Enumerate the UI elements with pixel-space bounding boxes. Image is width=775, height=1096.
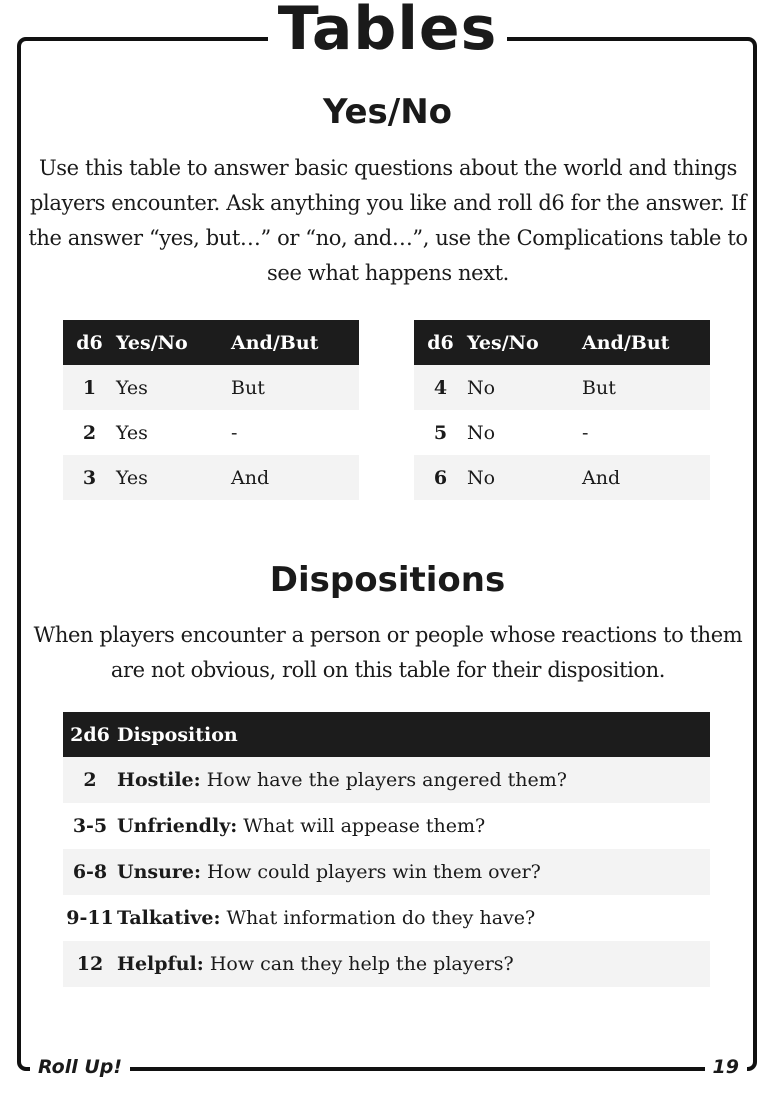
- table-cell: And: [582, 455, 710, 500]
- yes-no-intro: Use this table to answer basic questions about the world and things players encounter. Ask anything you like and roll d6 for the answer. If the answer “yes, but…” or “no, and…”, use the Complications table to see what happens next.: [28, 156, 748, 285]
- table-row: [63, 849, 710, 895]
- table-cell: No: [467, 421, 496, 444]
- table-cell: Yes: [116, 421, 148, 444]
- footer-book-title: Roll Up!: [30, 1052, 130, 1082]
- disposition-text: How can they help the players?: [209, 953, 514, 975]
- table-row: [63, 941, 710, 987]
- table-cell: 6-8: [63, 849, 117, 895]
- table-cell: 5: [433, 421, 448, 444]
- yes-no-heading: Yes/No: [322, 92, 453, 132]
- disposition-text: What will appease them?: [243, 815, 486, 837]
- table-cell: Yes: [116, 365, 231, 410]
- column-header: d6: [63, 320, 116, 365]
- table-cell: 6: [414, 455, 467, 500]
- disposition-name: Hostile:: [117, 769, 201, 791]
- table-cell: But: [231, 365, 359, 410]
- table-cell: No: [467, 455, 582, 500]
- table-cell: 3-5: [72, 815, 108, 837]
- disposition-name: Talkative:: [117, 907, 221, 929]
- table-cell: [117, 941, 710, 987]
- table-row: [63, 757, 710, 803]
- table-cell: Yes: [116, 455, 231, 500]
- column-header: And/But: [582, 320, 710, 365]
- table-cell: 9-11: [66, 907, 114, 929]
- column-header: Yes/No: [467, 320, 582, 365]
- table-row: [63, 895, 710, 941]
- page-title: Tables: [268, 0, 508, 64]
- table-cell: [117, 849, 710, 895]
- table-cell: 4: [414, 365, 467, 410]
- column-header: 2d6: [63, 712, 117, 757]
- disposition-name: Helpful:: [117, 953, 204, 975]
- table-cell: [117, 895, 710, 941]
- table-header-row: [63, 712, 710, 757]
- table-cell: No: [467, 365, 582, 410]
- table-cell: [117, 803, 710, 849]
- yes-no-table-left: [63, 320, 359, 500]
- page-title-wrap: [0, 0, 775, 64]
- disposition-name: Unsure:: [117, 861, 202, 883]
- table-row: [63, 803, 710, 849]
- yes-no-table-right: [414, 320, 710, 500]
- table-row: [63, 455, 359, 500]
- table-cell: 3: [63, 455, 116, 500]
- disposition-text: What information do they have?: [226, 907, 536, 929]
- table-cell: 1: [63, 365, 116, 410]
- table-row: [414, 410, 710, 455]
- dispositions-table: [63, 712, 710, 987]
- table-row: [63, 410, 359, 455]
- dispositions-intro: When players encounter a person or people whose reactions to them are not obvious, roll on this table for their disposition.: [33, 623, 743, 682]
- table-row: [414, 365, 710, 410]
- disposition-text: How have the players angered them?: [206, 769, 567, 791]
- table-row: [63, 365, 359, 410]
- table-row: [414, 455, 710, 500]
- table-cell: And: [231, 455, 359, 500]
- table-cell: -: [231, 421, 238, 444]
- column-header: Yes/No: [116, 320, 231, 365]
- page-number: 19: [705, 1052, 747, 1082]
- table-header-row: [63, 320, 359, 365]
- column-header: And/But: [231, 320, 359, 365]
- table-cell: 2: [82, 421, 97, 444]
- column-header: d6: [414, 320, 467, 365]
- table-cell: 2: [63, 757, 117, 803]
- table-cell: -: [582, 421, 589, 444]
- dispositions-heading: Dispositions: [269, 560, 506, 600]
- disposition-name: Unfriendly:: [117, 815, 238, 837]
- table-cell: 12: [63, 941, 117, 987]
- table-cell: [117, 757, 710, 803]
- table-cell: But: [582, 365, 710, 410]
- disposition-text: How could players win them over?: [207, 861, 541, 883]
- column-header: Disposition: [117, 712, 710, 757]
- table-header-row: [414, 320, 710, 365]
